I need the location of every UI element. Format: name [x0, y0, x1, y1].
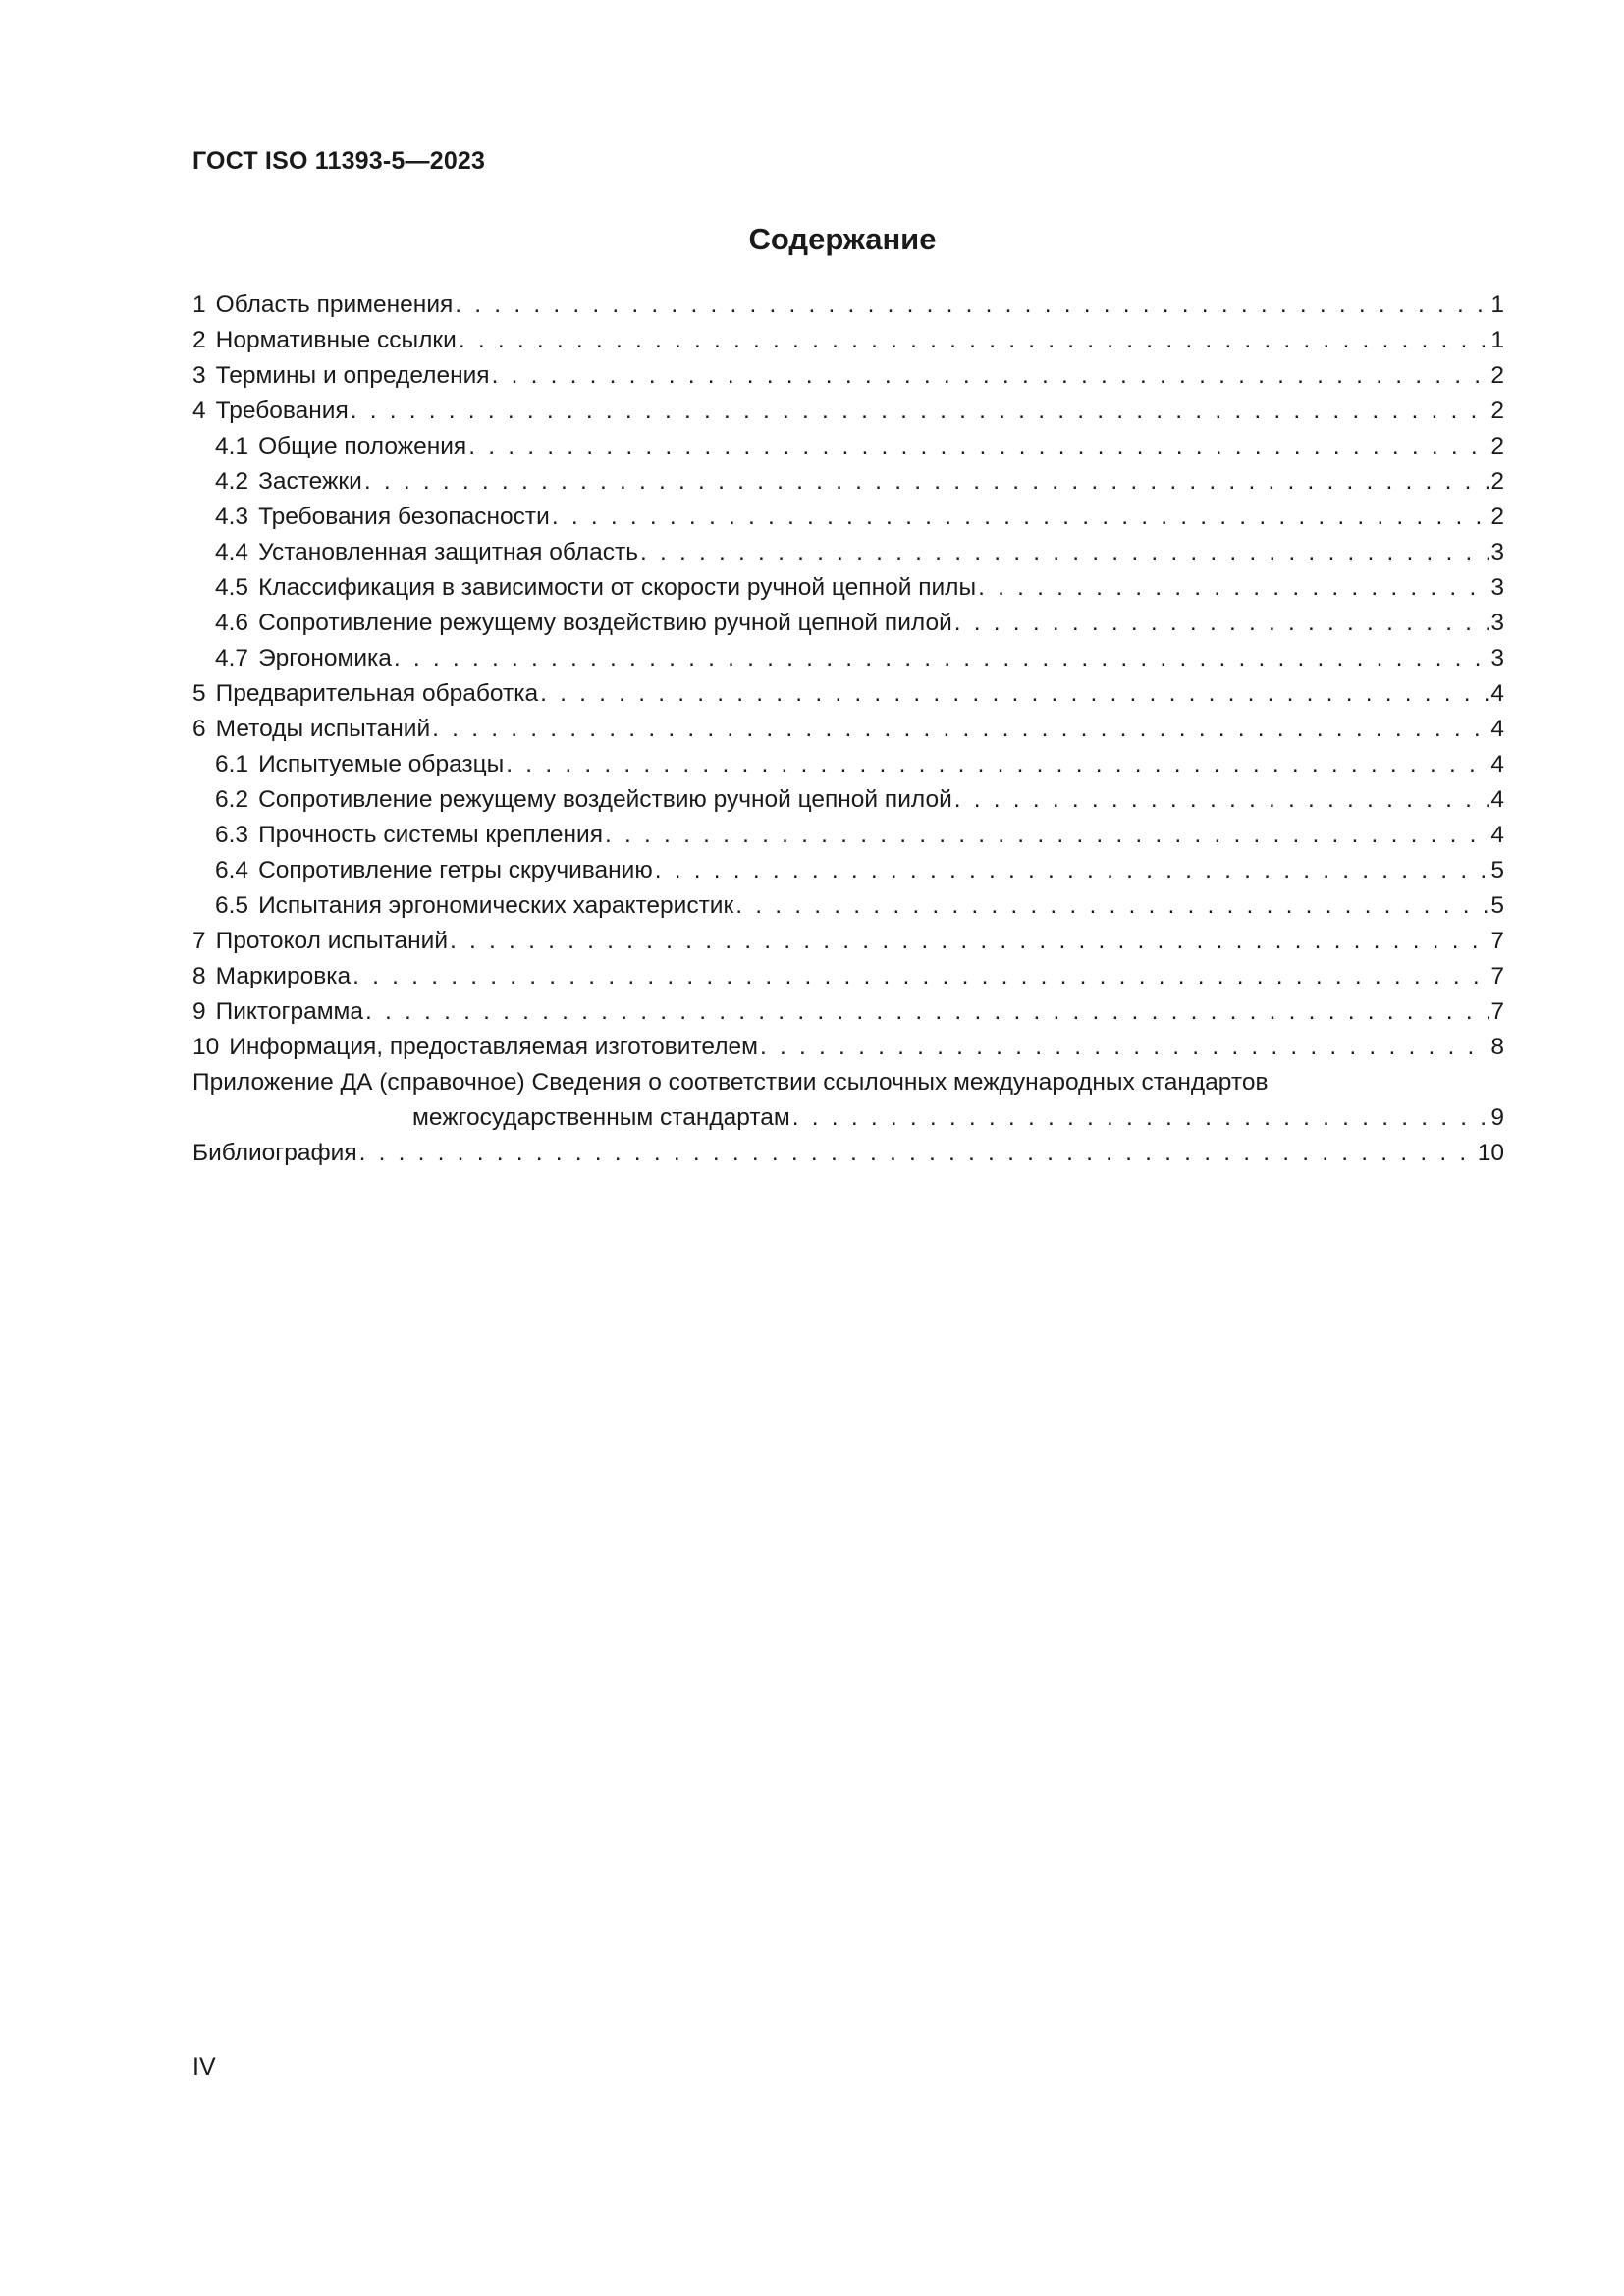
toc-entry-page: 5 [1490, 892, 1504, 919]
toc-annex-entry[interactable] [192, 1100, 1504, 1136]
toc-leader-dots [954, 782, 1489, 818]
toc-leader-dots [459, 323, 1489, 358]
toc-entry[interactable] [192, 782, 1504, 818]
toc-entry-label: Информация, предоставляемая изготовителем [229, 1034, 758, 1060]
toc-entry-page: 7 [1490, 928, 1504, 954]
toc-entry-number: 6.4 [215, 857, 249, 883]
toc-entry-page: 7 [1490, 963, 1504, 989]
toc-entry-page: 1 [1490, 327, 1504, 353]
toc-entry-page: 3 [1490, 645, 1504, 671]
toc-entry[interactable] [192, 888, 1504, 924]
table-of-contents [192, 288, 1504, 1171]
toc-entry[interactable] [192, 747, 1504, 782]
toc-entry-page: 5 [1490, 857, 1504, 883]
toc-entry-label: Сопротивление режущему воздействию ручной цепной пилой [258, 786, 952, 813]
toc-leader-dots [792, 1100, 1489, 1136]
toc-entry[interactable] [192, 641, 1504, 676]
toc-entry-number: 4.1 [215, 433, 249, 459]
toc-entry-page: 3 [1490, 539, 1504, 565]
toc-entry[interactable] [192, 394, 1504, 429]
toc-leader-dots [605, 818, 1489, 853]
toc-leader-dots [365, 994, 1489, 1030]
toc-entry-page: 2 [1490, 398, 1504, 424]
toc-entry-number: 1 [192, 292, 206, 318]
toc-entry-page: 7 [1490, 998, 1504, 1025]
toc-entry-page: 3 [1490, 610, 1504, 636]
toc-entry-number: 4.2 [215, 468, 249, 495]
page-number: IV [192, 2054, 216, 2081]
toc-entry-label: Требования безопасности [258, 504, 550, 530]
toc-entry-number: 5 [192, 680, 206, 707]
toc-leader-dots [352, 959, 1489, 994]
toc-entry[interactable] [192, 535, 1504, 570]
toc-leader-dots [760, 1030, 1489, 1065]
toc-entry[interactable] [192, 323, 1504, 358]
toc-entry[interactable] [192, 429, 1504, 464]
toc-entry[interactable] [192, 1030, 1504, 1065]
toc-entry-label: Испытуемые образцы [258, 751, 505, 777]
toc-leader-dots [394, 641, 1489, 676]
toc-entry[interactable] [192, 464, 1504, 500]
toc-entry-page: 2 [1490, 362, 1504, 389]
toc-entry-page: 1 [1490, 292, 1504, 318]
toc-entry-number: 4.7 [215, 645, 249, 671]
toc-leader-dots [455, 288, 1489, 323]
toc-entry-number: 4.6 [215, 610, 249, 636]
toc-entry[interactable] [192, 676, 1504, 712]
toc-entry-number: 4.3 [215, 504, 249, 530]
toc-entry[interactable] [192, 818, 1504, 853]
toc-entry-label: Пиктограмма [215, 998, 364, 1025]
toc-leader-dots [351, 394, 1489, 429]
toc-entry-page: 4 [1490, 716, 1504, 742]
toc-entry-label: Застежки [258, 468, 362, 495]
toc-annex-line2: межгосударственным стандартам [412, 1104, 790, 1131]
toc-entry-number: 4.4 [215, 539, 249, 565]
toc-entry-page: 2 [1490, 433, 1504, 459]
toc-annex-line1[interactable]: Приложение ДА (справочное) Сведения о соответствии ссылочных международных стандартов [192, 1069, 1269, 1095]
toc-entry-label: Прочность системы крепления [258, 822, 604, 848]
toc-entry-label: Предварительная обработка [215, 680, 539, 707]
toc-entry-number: 6.2 [215, 786, 249, 813]
toc-entry-label: Сопротивление гетры скручиванию [258, 857, 653, 883]
toc-entry-page: 4 [1490, 751, 1504, 777]
toc-leader-dots [506, 747, 1489, 782]
toc-entry-label: Термины и определения [215, 362, 490, 389]
toc-leader-dots [492, 358, 1489, 394]
toc-entry[interactable] [192, 358, 1504, 394]
toc-entry[interactable] [192, 994, 1504, 1030]
toc-entry-label: Эргономика [258, 645, 392, 671]
toc-entry-label: Методы испытаний [215, 716, 431, 742]
toc-entry[interactable] [192, 924, 1504, 959]
toc-leader-dots [540, 676, 1489, 712]
toc-entry-number: 4 [192, 398, 206, 424]
toc-entry-label: Классификация в зависимости от скорости ручной цепной пилы [258, 574, 977, 601]
toc-entry-page: 4 [1490, 786, 1504, 813]
toc-entry-number: 8 [192, 963, 206, 989]
toc-entry-label: Протокол испытаний [215, 928, 449, 954]
toc-entry-number: 3 [192, 362, 206, 389]
toc-entry-label: Область применения [215, 292, 454, 318]
toc-title: Содержание [748, 222, 937, 256]
toc-leader-dots [640, 535, 1489, 570]
toc-entry-label: Сопротивление режущему воздействию ручной цепной пилой [258, 610, 952, 636]
toc-leader-dots [552, 500, 1489, 535]
toc-leader-dots [735, 888, 1489, 924]
toc-entry-number: 2 [192, 327, 206, 353]
toc-entry[interactable] [192, 288, 1504, 323]
toc-entry-label: Маркировка [215, 963, 352, 989]
toc-leader-dots [468, 429, 1489, 464]
toc-entry-number: 9 [192, 998, 206, 1025]
toc-entry-number: 4.5 [215, 574, 249, 601]
toc-leader-dots [978, 570, 1489, 606]
toc-entry[interactable] [192, 606, 1504, 641]
toc-bibliography-entry[interactable] [192, 1136, 1504, 1171]
toc-leader-dots [364, 464, 1489, 500]
toc-entry-number: 6.1 [215, 751, 249, 777]
toc-entry-page: 3 [1490, 574, 1504, 601]
toc-entry-page: 8 [1490, 1034, 1504, 1060]
toc-entry-label: Общие положения [258, 433, 467, 459]
toc-entry-number: 10 [192, 1034, 220, 1060]
toc-entry[interactable] [192, 959, 1504, 994]
toc-entry-label: Испытания эргономических характеристик [258, 892, 734, 919]
document-code: ГОСТ ISO 11393-5—2023 [192, 147, 486, 175]
toc-leader-dots [655, 853, 1489, 888]
toc-entry-page: 4 [1490, 680, 1504, 707]
toc-entry[interactable] [192, 570, 1504, 606]
toc-entry-label: Нормативные ссылки [215, 327, 457, 353]
toc-entry-label: Установленная защитная область [258, 539, 638, 565]
toc-bibliography-page: 10 [1477, 1140, 1504, 1166]
toc-entry[interactable] [192, 712, 1504, 747]
toc-leader-dots [359, 1136, 1476, 1171]
toc-entry-number: 6.3 [215, 822, 249, 848]
toc-entry-number: 7 [192, 928, 206, 954]
toc-entry-label: Требования [215, 398, 349, 424]
toc-entry-page: 4 [1490, 822, 1504, 848]
toc-entry-page: 2 [1490, 504, 1504, 530]
toc-entry-number: 6 [192, 716, 206, 742]
toc-leader-dots [954, 606, 1489, 641]
toc-entry-page: 2 [1490, 468, 1504, 495]
toc-leader-dots [432, 712, 1489, 747]
toc-entry[interactable] [192, 853, 1504, 888]
toc-entry-number: 6.5 [215, 892, 249, 919]
toc-bibliography-label: Библиография [192, 1140, 357, 1166]
toc-entry[interactable] [192, 500, 1504, 535]
toc-annex-page: 9 [1490, 1104, 1504, 1131]
toc-leader-dots [450, 924, 1489, 959]
